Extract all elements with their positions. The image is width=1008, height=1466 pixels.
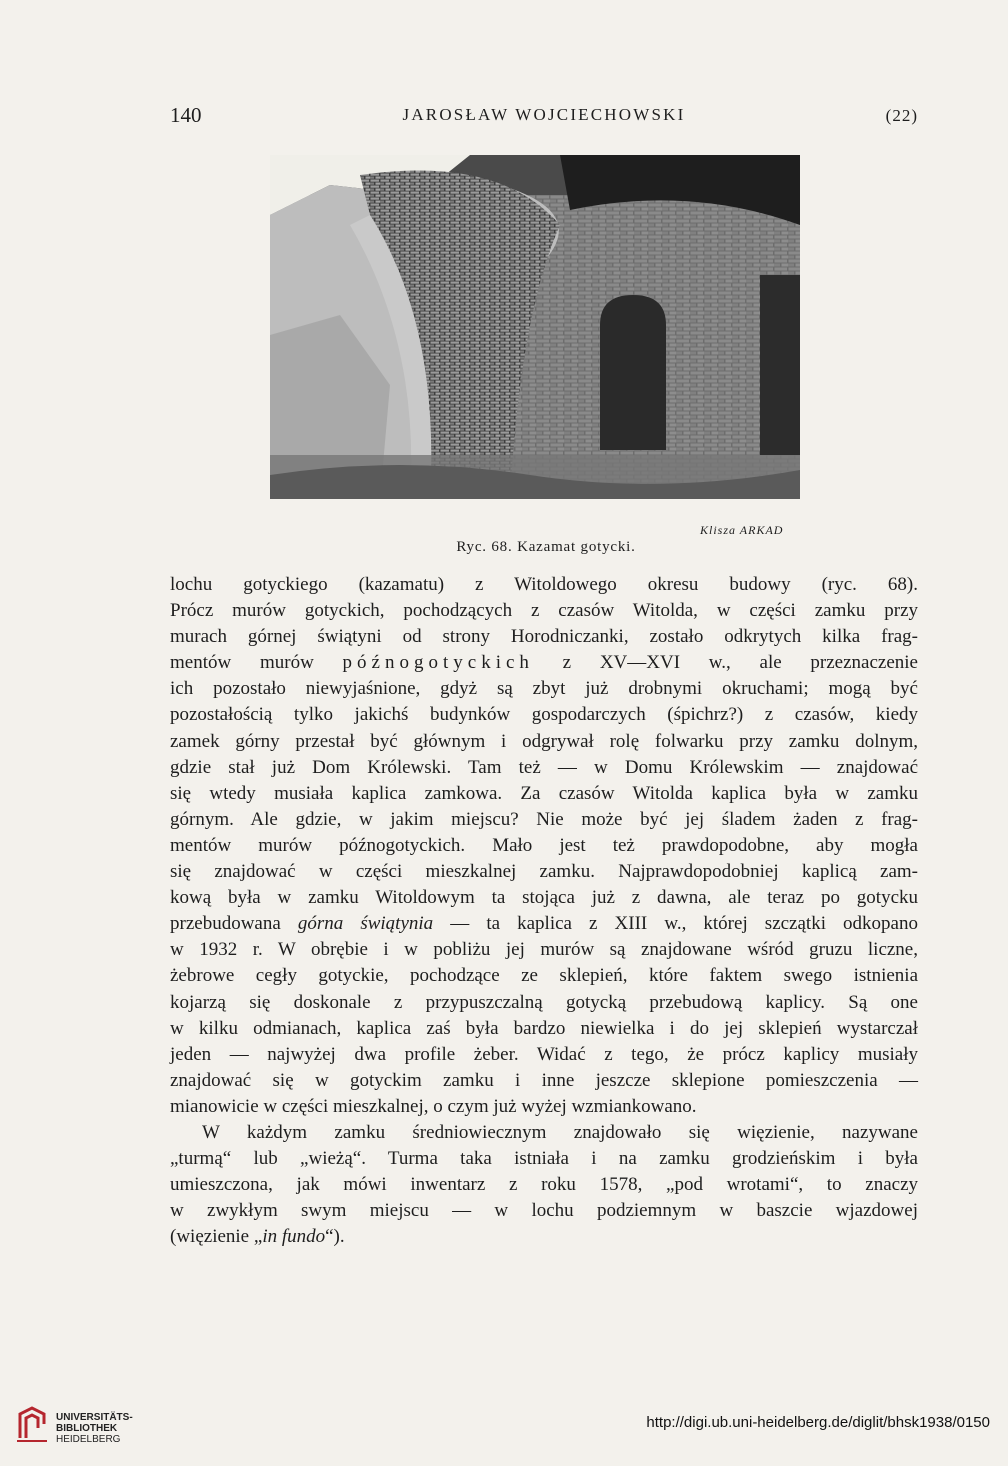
text-line: umieszczona, jak mówi inwentarz z roku 1578, „pod wrotami“, to znaczy <box>170 1174 918 1196</box>
brick-vault-illustration <box>270 155 800 499</box>
section-number: (22) <box>885 106 918 125</box>
text-segment: mentów murów <box>170 652 314 674</box>
text-line: w kilku odmianach, kaplica zaś była bardzo niewielka i do jej sklepień wystarczał <box>170 1017 918 1039</box>
text-line: pozostałością tylko jakichś budynków gospodarczych (śpichrz?) z czasów, kiedy <box>170 704 918 726</box>
text-segment: — ta kaplica z XIII w., której szczątki odkopano <box>450 913 918 935</box>
text-line: mentów murów późnogotyckich. Mało jest też prawdopodobne, aby mogła <box>170 834 918 856</box>
text-line: „turmą“ lub „wieżą“. Turma taka istniała i na zamku grodzieńskim i była <box>170 1148 918 1170</box>
text-line: lochu gotyckiego (kazamatu) z Witoldowego okresu budowy (ryc. 68). <box>170 574 918 595</box>
italic-term: górna świątynia <box>297 913 434 935</box>
page-number: 140 <box>170 103 202 127</box>
library-line: HEIDELBERG <box>56 1434 121 1445</box>
text-line: znajdować się w gotyckim zamku i inne jeszcze sklepione pomieszczenia — <box>170 1069 918 1091</box>
italic-term: in fundo <box>262 1226 326 1248</box>
text-segment: (więzienie „ <box>170 1226 263 1248</box>
text-line: murach górnej świątyni od strony Horodniczanki, zostało odkrytych kilka frag- <box>170 626 918 648</box>
digitization-footer <box>0 1400 1008 1456</box>
text-line: Prócz murów gotyckich, pochodzących z czasów Witolda, w części zamku przy <box>170 600 918 622</box>
text-line: gdzie stał już Dom Królewski. Tam też — w Domu Królewskim — znajdować <box>170 756 918 778</box>
text-line: górnym. Ale gdzie, w jakim miejscu? Nie może być jej śladem żaden z frag- <box>170 808 918 830</box>
library-line: UNIVERSITÄTS- <box>56 1412 133 1423</box>
text-segment: przebudowana <box>170 913 281 935</box>
source-url-link[interactable]: http://digi.ub.uni-heidelberg.de/diglit/bhsk1938/0150 <box>646 1414 990 1431</box>
text-segment: z XV—XVI w., ale przeznaczenie <box>562 652 918 674</box>
text-line: żebrowe cegły gotyckie, pochodzące ze sklepień, które faktem swego istnienia <box>170 965 918 987</box>
text-line: zamek górny przestał być głównym i odgrywał rolę folwarku przy zamku dolnym, <box>170 730 918 752</box>
text-line: kojarzą się doskonale z przypuszczalną gotycką przebudową kaplicy. Są one <box>170 991 918 1013</box>
text-line-italic <box>170 911 918 937</box>
spaced-emphasis: późnogotyckich <box>342 652 534 674</box>
text-segment: “). <box>325 1226 345 1248</box>
text-line-italic <box>170 1224 918 1250</box>
text-line: się wtedy musiała kaplica zamkowa. Za czasów Witolda kaplica była w zamku <box>170 782 918 804</box>
running-header <box>170 103 918 129</box>
library-line: BIBLIOTHEK <box>56 1423 118 1434</box>
text-line: jeden — najwyżej dwa profile żeber. Widać z tego, że prócz kaplicy musiały <box>170 1043 918 1065</box>
library-name <box>56 1412 133 1445</box>
text-line: w zwykłym swym miejscu — w lochu podziemnym w baszcie wjazdowej <box>170 1200 918 1222</box>
figure-caption: Ryc. 68. Kazamat gotycki. <box>456 539 636 555</box>
text-line-spaced <box>170 650 918 676</box>
text-line: ich pozostało niewyjaśnione, gdyż są zbyt już drobnymi okruchami; mogą być <box>170 678 918 700</box>
text-line: kową była w zamku Witoldowym ta stojąca już z dawna, ale teraz po gotycku <box>170 887 918 909</box>
text-line-paragraph-start: W każdym zamku średniowiecznym znajdowało się więzienie, nazywane <box>202 1121 918 1143</box>
photo-credit: Klisza ARKAD <box>700 523 784 537</box>
running-title-author: JAROSŁAW WOJCIECHOWSKI <box>402 105 686 124</box>
text-line: mianowicie w części mieszkalnej, o czym już wyżej wzmiankowano. <box>170 1095 697 1117</box>
figure-photo-gothic-casemate <box>270 155 800 499</box>
text-line: w 1932 r. W obrębie i w pobliżu jej murów są znajdowane wśród gruzu liczne, <box>170 939 918 961</box>
library-logo-icon <box>14 1404 50 1444</box>
main-text <box>170 572 918 1250</box>
text-line: się znajdować w części mieszkalnej zamku. Najprawdopodobniej kaplicą zam- <box>170 861 918 883</box>
